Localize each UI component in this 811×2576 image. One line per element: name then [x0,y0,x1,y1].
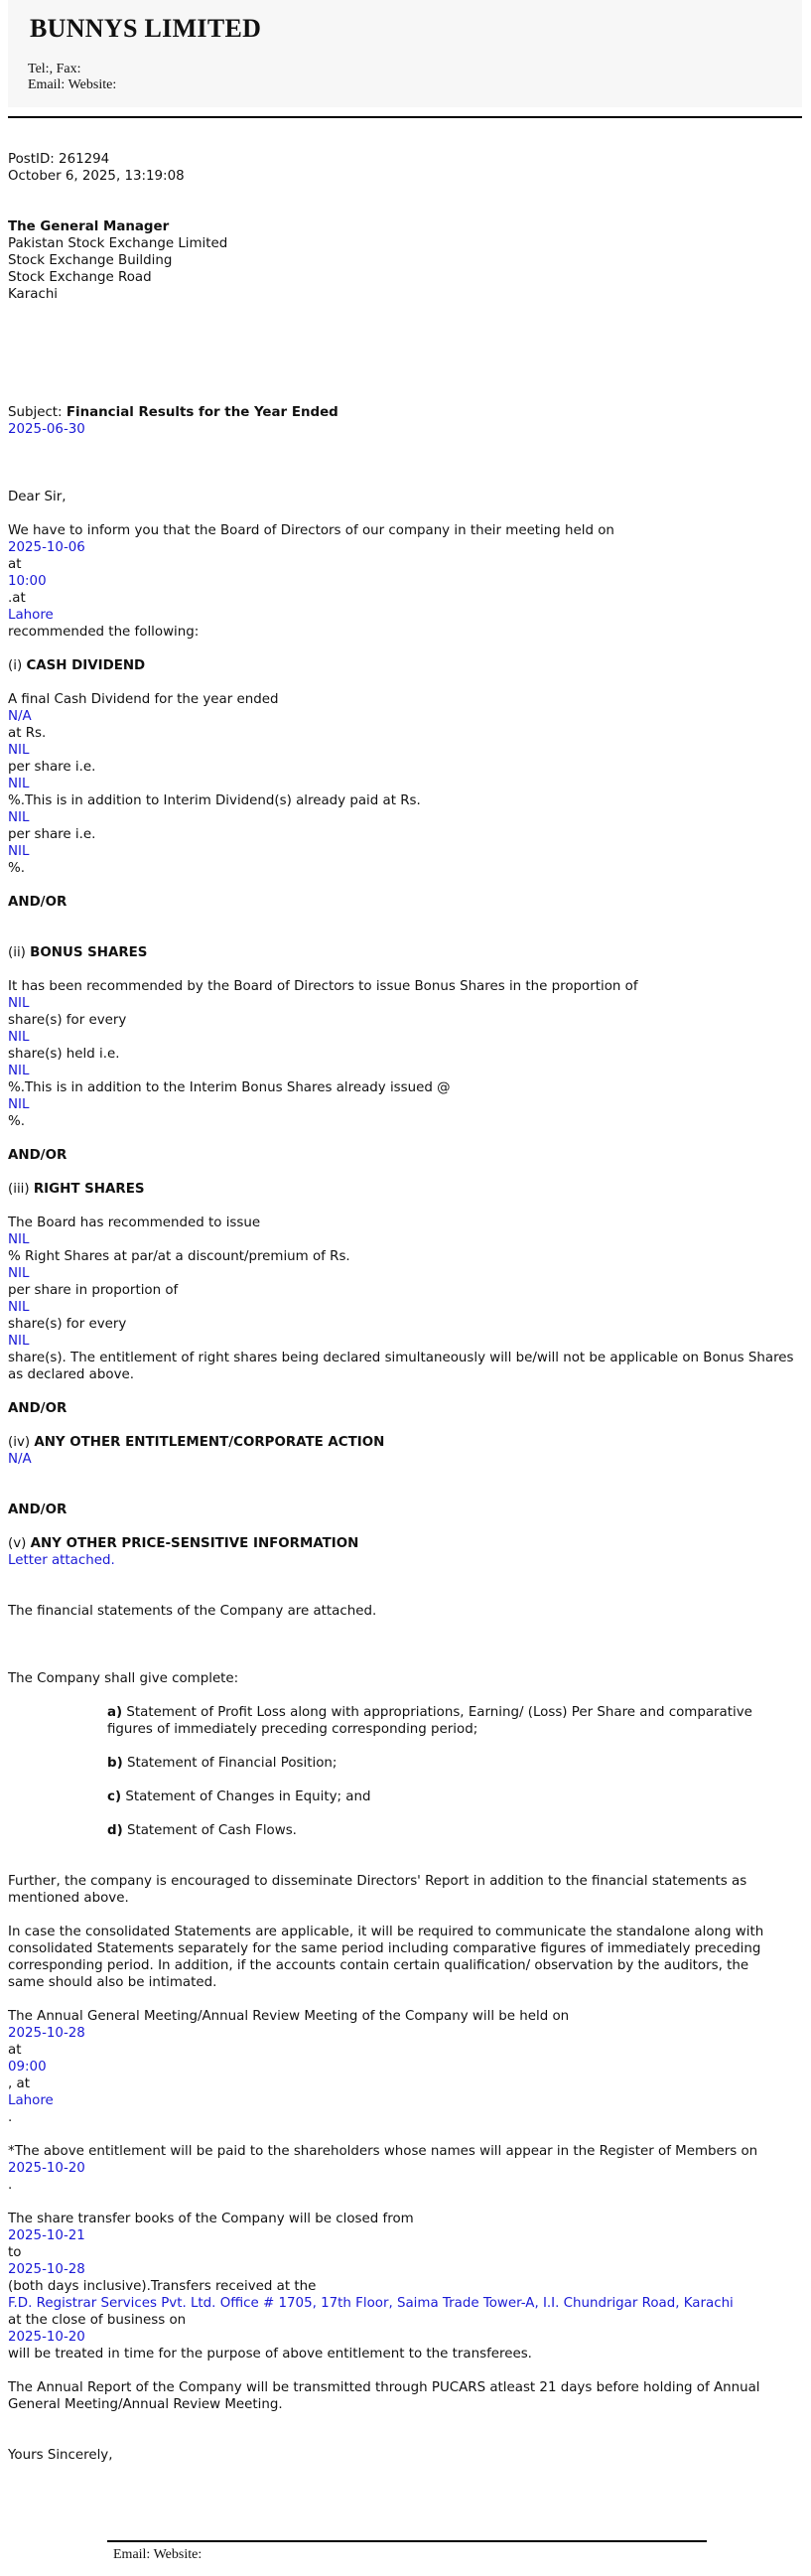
cash-dividend-value: N/A [8,709,32,724]
and-or: AND/OR [8,1401,68,1416]
cash-dividend-value: NIL [8,777,30,791]
letterhead [8,0,802,107]
bonus-value: NIL [8,996,30,1011]
bonus-heading: (ii) BONUS SHARES [8,945,148,960]
meeting-place: Lahore [8,608,54,623]
bonus-value: NIL [8,1030,30,1045]
post-id: PostID: 261294 [8,152,110,167]
register-date: 2025-10-20 [8,2161,85,2176]
price-sensitive-heading: (v) ANY OTHER PRICE-SENSITIVE INFORMATION [8,1536,359,1551]
header-divider [8,116,802,118]
subject-line: Subject: Financial Results for the Year Ended [8,405,338,420]
other-entitlement-heading: (iv) ANY OTHER ENTITLEMENT/CORPORATE ACTION [8,1435,385,1450]
statement-item: a) Statement of Profit Loss along with appropriations, Earning/ (Loss) Per Share and comparative figures of immediately preceding corresponding period; [107,1705,752,1737]
email-website: Email: Website: [28,77,117,92]
cash-dividend-value: NIL [8,844,30,859]
closing: Yours Sincerely, [8,2448,113,2463]
cash-dividend-value: NIL [8,810,30,825]
bonus-value: NIL [8,1097,30,1112]
closure-to-date: 2025-10-28 [8,2262,85,2277]
subject-date: 2025-06-30 [8,422,85,437]
further-text: Further, the company is encouraged to disseminate Directors' Report in addition to the financial statements as mentioned above. [8,1874,747,1906]
right-shares-value: NIL [8,1232,30,1247]
close-of-business-date: 2025-10-20 [8,2330,85,2345]
recipient-line: Pakistan Stock Exchange Limited [8,236,228,251]
and-or: AND/OR [8,1503,68,1517]
agm-place: Lahore [8,2093,54,2108]
right-shares-value: NIL [8,1334,30,1349]
statement-item: b) Statement of Financial Position; [107,1756,338,1771]
company-name: BUNNYS LIMITED [30,14,262,43]
meeting-time: 10:00 [8,574,47,589]
and-or: AND/OR [8,895,68,910]
footer-email-website: Email: Website: [113,2547,203,2562]
tel-fax: Tel:, Fax: [28,62,81,76]
intro-text: We have to inform you that the Board of Directors of our company in their meeting held on [8,523,614,538]
registrar-address: F.D. Registrar Services Pvt. Ltd. Office # 1705, 17th Floor, Saima Trade Tower-A, I.I. Chundrigar Road, Karachi [8,2296,734,2311]
recipient-line: Stock Exchange Road [8,270,152,285]
right-shares-heading: (iii) RIGHT SHARES [8,1182,145,1197]
closure-from-date: 2025-10-21 [8,2228,85,2243]
cash-dividend-value: NIL [8,743,30,758]
and-or: AND/OR [8,1148,68,1163]
recipient-line: Karachi [8,287,59,302]
letter-body: PostID: 261294 October 6, 2025, 13:19:08 The General Manager Pakistan Stock Exchange Limited Stock Exchange Building Stock Exchange Road Karachi Subject: Financial Results for the Year Ended 2025-06-30 Dear Sir, We have to inform you that the Board of Directors of our company in their meeting held on 2025-10-06 at 10:00 .at Lahore recommended the following: (i) CASH DIVIDEND A final Cash Dividend for the year ended N/A at Rs. NIL per share i.e. NIL %.This is in addition to Interim Dividend(s) already paid at Rs. NIL per share i.e. NIL %. AND/OR (ii) BONUS SHARES It has been recommended by the Board of Directors to issue Bonus Shares in the proportion of NIL share(s) for every NIL share(s) held i.e. NIL %.This is in addition to the Interim Bonus Shares already issued @ NIL %. AND/OR (iii) RIGHT SHARES The Board has recommended to issue NIL % Right Shares at par/at a discount/premium of Rs. NIL per share in proportion of NIL share(s) for every NIL share(s). The entitlement of right shares being declared simultaneously will be/will not be applicable on Bonus Shares as declared above. AND/OR (iv) ANY OTHER ENTITLEMENT/CORPORATE ACTION N/A AND/OR (v) ANY OTHER PRICE-SENSITIVE INFORMATION Letter attached. The financial statements of the Company are attached. The Company shall give complete: a) Statement of Profit Loss along with appropriations, Earning/ (Loss) Per Share and comparative figures of immediately preceding corresponding period; b) Statement of Financial Position; c) Statement of Changes in Equity; and d) Statement of Cash Flows. Further, the company is encouraged to disseminate Directors' Report in addition to the financial statements as mentioned above. In case the consolidated Statements are applicable, it will be required to communicate the standalone along with consolidated Statements separately for the same period including comparative figures of immediately preceding corresponding period. In addition, if the accounts contain certain qualification/ observation by the auditors, the same should also be intimated. The Annual General Meeting/Annual Review Meeting of the Company will be held on 2025-10-28 at 09:00 , at Lahore . *The above entitlement will be paid to the shareholders whose names will appear in the Register of Members on 2025-10-20 . The share transfer books of the Company will be closed from 2025-10-21 to 2025-10-28 (both days inclusive).Transfers received at the F.D. Registrar Services Pvt. Ltd. Office # 1705, 17th Floor, Saima Trade Tower-A, I.I. Chundrigar Road, Karachi at the close of business on 2025-10-20 will be treated in time for the purpose of above entitlement to the transferees. The Annual Report of the Company will be transmitted through PUCARS atleast 21 days before holding of Annual General Meeting/Annual Review Meeting. Yours Sincerely, [8,151,802,2464]
annual-report-text: The Annual Report of the Company will be transmitted through PUCARS atleast 21 days before holding of Annual General Meeting/Annual Review Meeting. [8,2380,760,2412]
meeting-date: 2025-10-06 [8,540,85,555]
bonus-value: NIL [8,1064,30,1078]
post-datetime: October 6, 2025, 13:19:08 [8,169,185,184]
other-entitlement-value: N/A [8,1452,32,1467]
recipient-title: The General Manager [8,219,170,234]
consolidated-text: In case the consolidated Statements are applicable, it will be required to communicate the standalone along with consolidated Statements separately for the same period including comparative figures of immediately preceding corresponding period. In addition, if the accounts contain certain qualification/ observation by the auditors, the same should also be intimated. [8,1925,764,1990]
right-shares-value: NIL [8,1300,30,1315]
statement-item: c) Statement of Changes in Equity; and [107,1789,371,1804]
recipient-line: Stock Exchange Building [8,253,173,268]
salutation: Dear Sir, [8,490,67,504]
agm-time: 09:00 [8,2060,47,2075]
cash-dividend-heading: (i) CASH DIVIDEND [8,658,146,673]
subject-text: Financial Results for the Year Ended [66,405,338,420]
financials-attached: The financial statements of the Company are attached. [8,1604,377,1619]
price-sensitive-value: Letter attached. [8,1553,115,1568]
right-shares-value: NIL [8,1266,30,1281]
agm-date: 2025-10-28 [8,2026,85,2041]
complete-intro: The Company shall give complete: [8,1671,239,1686]
footer-divider [107,2540,707,2542]
statement-item: d) Statement of Cash Flows. [107,1823,297,1838]
